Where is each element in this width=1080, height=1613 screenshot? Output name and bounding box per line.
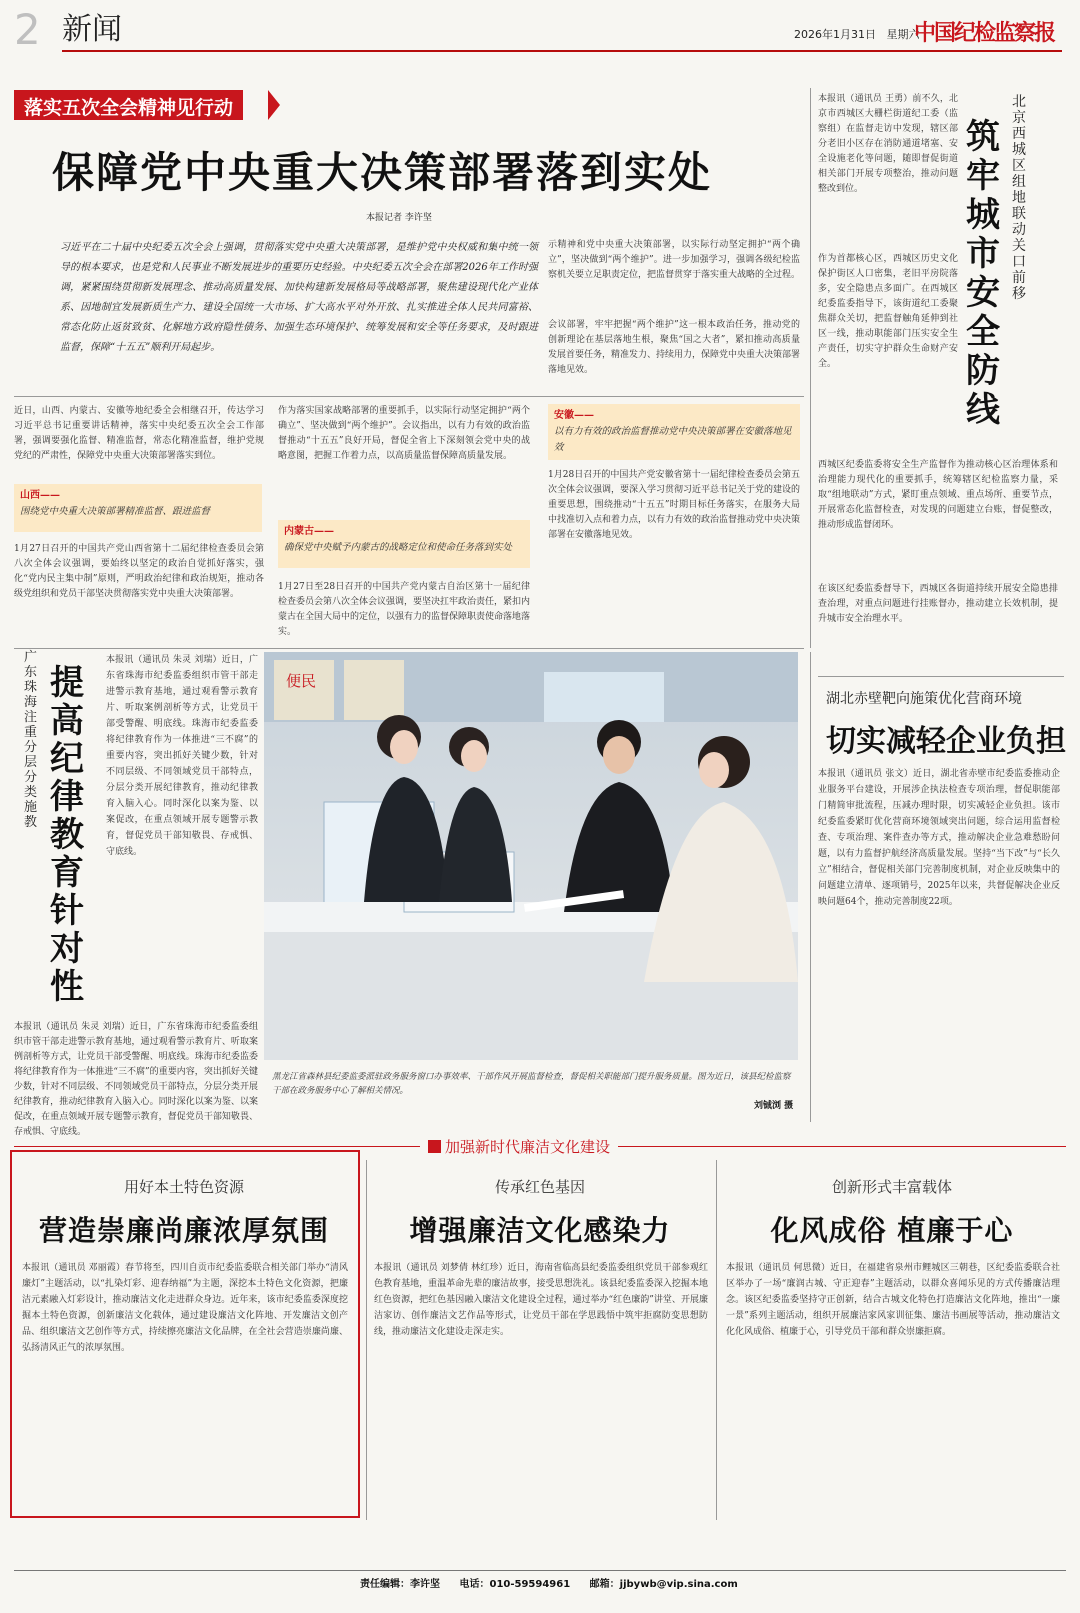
culture-story-2: [370, 1176, 710, 1249]
masthead: [14, 5, 1066, 54]
section-arrow-icon: [428, 1140, 441, 1153]
photo-credit: 刘铖浏 摄: [754, 1101, 794, 1111]
subhead-neimenggu-province: 内蒙古: [284, 526, 314, 537]
hubei-left-rule: [810, 652, 811, 1122]
culture-story-3-headline: 化风成俗 植廉于心: [770, 1214, 1014, 1247]
shanxi-body: 1月27日召开的中国共产党山西省第十二届纪律检查委员会第八次全体会议强调，要始终以坚定的政治自觉抓好落实，强化“党内民主集中制”原则，严明政治纪律和政治规矩，推动各级党组织和党员干部坚决贯彻落实党中央重大决策部署。: [14, 544, 264, 599]
footer-editor: 责任编辑：李许坚: [360, 1579, 440, 1590]
guangdong-kicker: 广东珠海注重分层分类施教: [24, 650, 38, 830]
right-story-body-1: 本报讯（通讯员 王勇）前不久，北京市西城区大栅栏街道纪工委（监察组）在监督走访中发现，辖区部分老旧小区存在消防通道堵塞、安全设施老化等问题，随即督促街道相关部门开展专项整治，推动问题整改到位。: [818, 94, 958, 194]
svg-text:便民: 便民: [286, 672, 317, 690]
culture-story-2-headline: 增强廉洁文化感染力: [409, 1214, 671, 1247]
subhead-neimenggu-text: 确保党中央赋予内蒙古的战略定位和使命任务落到实处: [284, 542, 513, 553]
anhui-body: 1月28日召开的中国共产党安徽省第十一届纪律检查委员会第五次全体会议强调，要深入学习贯彻习近平总书记关于党的建设的重要思想，围绕推动“十五五”时期目标任务落实，在服务大局中找准切入点和着力点，以有力有效的政治监督推动党中央决策部署在安徽落地见效。: [548, 470, 801, 540]
right-story-body-2: 作为首都核心区，西城区历史文化保护街区人口密集，老旧平房院落多，安全隐患点多面广。在西城区纪委监委指导下，该街道纪工委聚焦群众关切，把监督触角延伸到社区一线，推动职能部门压实安全生产责任，切实守护群众生命财产安全。: [818, 254, 958, 369]
hubei-kicker: 湖北赤壁靶向施策优化营商环境: [826, 691, 1022, 707]
subhead-neimenggu: 内蒙古—— 确保党中央赋予内蒙古的战略定位和使命任务落到实处: [278, 520, 530, 568]
guangdong-body: 本报讯（通讯员 朱灵 刘瑞）近日，广东省珠海市纪委监委组织市管干部走进警示教育基地，通过观看警示教育片、听取案例剖析等方式，让党员干部受警醒、明底线。珠海市纪委监委将纪律教育作为一体推进“三不腐”的重要内容，突出抓好关键少数，针对不同层级、不同领域党员干部特点，分层分类开展纪律教育，推动纪律教育入脑入心。同时深化以案为鉴、以案促改，在重点领域开展专题警示教育，督促党员干部知敬畏、存戒惧、守底线。: [106, 655, 258, 857]
footer-phone: 电话：010-59594961: [459, 1579, 571, 1590]
photo-caption: 黑龙江省森林县纪委监委派驻政务服务窗口办事效率、干部作风开展监督检查，督促相关职能部门提升服务质量。图为近日，该县纪检监察干部在政务服务中心了解相关情况。: [272, 1072, 791, 1096]
page-number: 2: [14, 5, 41, 54]
photo-illustration: [264, 652, 798, 1060]
hubei-headline: 切实减轻企业负担: [826, 724, 1066, 759]
footer-rule: [14, 1570, 1066, 1571]
issue-date: 2026年1月31日: [794, 28, 876, 41]
culture-story-1-headline: 营造崇廉尚廉浓厚氛围: [38, 1214, 329, 1247]
culture-story-3-kicker: 创新形式丰富载体: [831, 1178, 952, 1196]
main-body-col3b: 会议部署，牢牢把握“两个维护”这一根本政治任务，推动党的创新理论在基层落地生根，聚焦“国之大者”，紧扣推动高质量发展首要任务，精准发力、持续用力，保障党中央重大决策部署落地见效。: [548, 320, 801, 375]
right-story-headline: 筑牢城市安全防线: [966, 117, 1000, 430]
right-story-body-4: 在该区纪委监委督导下，西城区各街道持续开展安全隐患排查治理，对重点问题进行挂账督办，推动建立长效机制，提升城市安全治理水平。: [818, 584, 1058, 624]
subhead-shanxi-text: 围绕党中央重大决策部署精准监督、跟进监督: [20, 506, 211, 517]
guangdong-headline: 提高纪律教育针对性: [50, 663, 84, 1007]
right-story-body-3: 西城区纪委监委将安全生产监督作为推动核心区治理体系和治理能力现代化的重要抓手，统筹辖区纪检监察力量，采取“组地联动”方式，紧盯重点领域、重点场所、重要节点，开展常态化监督检查，对发现的问题建立台账，督促整改，推动形成监督闭环。: [818, 460, 1058, 530]
culture-section-title: [420, 1136, 618, 1157]
subhead-shanxi: 山西—— 围绕党中央重大决策部署精准监督、跟进监督: [14, 484, 262, 532]
culture-story-3: [722, 1176, 1062, 1249]
main-headline: 保障党中央重大决策部署落到实处: [52, 148, 713, 197]
culture-story-1-body: 本报讯（通讯员 邓丽霞）春节将至，四川自贡市纪委监委联合相关部门举办“清风廉灯”主题活动，以“扎染灯彩、迎春纳福”为主题，深挖本土特色文化资源，把廉洁元素融入灯彩设计，推动廉洁文化走进群众身边。近年来，该市纪委监委深度挖掘本土特色资源，创新廉洁文化载体，通过建设廉洁文化阵地、开发廉洁文创产品、组织廉洁文艺创作等方式，持续擦亮廉洁文化品牌，在全社会营造崇廉尚廉、弘扬清风正气的浓厚氛围。: [22, 1263, 348, 1353]
neimenggu-body: 1月27日至28日召开的中国共产党内蒙古自治区第十一届纪律检查委员会第八次全体会议强调，要坚决扛牢政治责任，紧扣内蒙古在全国大局中的定位，以强有力的监督保障职责使命落地落实。: [278, 582, 531, 637]
subhead-anhui-text: 以有力有效的政治监督推动党中央决策部署在安徽落地见效: [554, 426, 792, 453]
hubei-top-rule: [818, 676, 1064, 677]
culture-story-3-body: 本报讯（通讯员 何思微）近日，在福建省泉州市鲤城区三朝巷，区纪委监委联合社区举办了一场“廉润古城、守正迎春”主题活动，以群众喜闻乐见的方式传播廉洁理念。该区纪委监委坚持守正创新，结合古城文化特色打造廉洁文化阵地，推出“一廉一景”系列主题活动，组织开展廉洁家风家训征集、廉洁书画展等活动，推动廉洁文化化风成俗、植廉于心，引导党员干部和群众崇廉拒腐。: [726, 1263, 1060, 1337]
culture-story-2-kicker: 传承红色基因: [494, 1178, 585, 1196]
main-kicker: 落实五次全会精神见行动: [14, 90, 243, 120]
main-body-col1: 近日，山西、内蒙古、安徽等地纪委全会相继召开，传达学习习近平总书记重要讲话精神，落实中央纪委五次全会工作部署，强调要强化监督、精准监督，常态化精准监督，维护党规党纪的严肃性，保障党中央重大决策部署落实到位。: [14, 406, 264, 461]
masthead-rule: [62, 50, 1062, 52]
main-byline: 本报记者 李许坚: [366, 213, 432, 223]
date-line: [794, 26, 920, 42]
subhead-anhui: 安徽—— 以有力有效的政治监督推动党中央决策部署在安徽落地见效: [548, 404, 800, 460]
subhead-anhui-province: 安徽: [554, 410, 574, 421]
culture-rule-2: [716, 1160, 717, 1520]
guangdong-body-cont: 本报讯（通讯员 朱灵 刘瑞）近日，广东省珠海市纪委监委组织市管干部走进警示教育基地，通过观看警示教育片、听取案例剖析等方式，让党员干部受警醒、明底线。珠海市纪委监委将纪律教育作为一体推进“三不腐”的重要内容，突出抓好关键少数，针对不同层级、不同领域党员干部特点，分层分类开展纪律教育，推动纪律教育入脑入心。同时深化以案为鉴、以案促改，在重点领域开展专题警示教育，督促党员干部知敬畏、存戒惧、守底线。: [14, 1022, 258, 1137]
hubei-body: 本报讯（通讯员 张文）近日，湖北省赤壁市纪委监委推动企业服务平台建设，开展涉企执法检查专项治理，督促职能部门精简审批流程，压减办理时限，切实减轻企业负担。该市纪委监委紧盯优化营商环境领域突出问题，综合运用监督检查、专项治理、案件查办等方式，推动解决企业急难愁盼问题，以有力监督护航经济高质量发展。坚持“当下改”与“长久立”相结合，督促相关部门完善制度机制，对企业反映集中的问题建立清单、逐项销号，2025年以来，共督促解决企业反映问题64个，推动完善制度22项。: [818, 769, 1060, 907]
right-story-kicker: 北京西城区组地联动关口前移: [1012, 94, 1026, 302]
main-lead: 习近平在二十届中央纪委五次全会上强调，贯彻落实党中央重大决策部署，是维护党中央权威和集中统一领导的根本要求，也是党和人民事业不断发展进步的重要历史经验。中央纪委五次全会在部署2026年工作时强调，紧紧围绕贯彻新发展理念、推动高质量发展、加快构建新发展格局等战略部署，聚焦建设现代化产业体系、因地制宜发展新质生产力、建设全国统一大市场、扩大高水平对外开放、扎实推进全体人民共同富裕、常态化防止返贫致贫、化解地方政府隐性债务、加强生态环境保护、统筹发展和安全等任务要求，及时跟进监督，保障“十五五”顺利开局起步。: [60, 242, 538, 353]
culture-story-1: [14, 1176, 354, 1249]
culture-story-2-body: 本报讯（通讯员 刘梦倩 林红珍）近日，海南省临高县纪委监委组织党员干部参观红色教育基地，重温革命先辈的廉洁故事，接受思想洗礼。该县纪委监委深入挖掘本地红色资源，把红色基因融入廉洁文化建设全过程，通过举办“红色廉韵”讲堂、开展廉洁家访、创作廉洁文艺作品等形式，让党员干部在学思践悟中筑牢拒腐防变思想防线，推动廉洁文化建设走深走实。: [374, 1263, 708, 1337]
right-column-rule: [810, 88, 811, 648]
culture-section-label: 加强新时代廉洁文化建设: [445, 1138, 611, 1156]
footer-email: 邮箱：jjbywb@vip.sina.com: [589, 1579, 738, 1590]
subhead-shanxi-province: 山西: [20, 490, 40, 501]
main-body-col2: 作为落实国家战略部署的重要抓手，以实际行动坚定拥护“两个确立”、坚决做到“两个维护”。会议指出，以有力有效的政治监督推动“十五五”良好开局，督促全省上下深刻领会党中央的战略意图，把握工作着力点，以高质量监督保障高质量发展。: [278, 406, 530, 461]
culture-story-1-kicker: 用好本土特色资源: [123, 1178, 244, 1196]
kicker-arrow: [268, 90, 280, 120]
footer: [360, 1575, 754, 1590]
main-story-bottom-rule: [14, 648, 804, 649]
news-photo: [264, 652, 798, 1060]
paper-logo: 中国纪检监察报: [914, 20, 1055, 46]
lead-divider: [14, 396, 804, 397]
culture-rule-1: [366, 1160, 367, 1520]
issue-weekday: 星期六: [886, 28, 920, 41]
main-body-col3: 示精神和党中央重大决策部署，以实际行动坚定拥护“两个确立”，坚决做到“两个维护”。进一步加强学习，强调各级纪检监察机关要立足职责定位，把监督贯穿于落实重大战略的全过程。: [548, 240, 801, 280]
section-name: 新闻: [62, 12, 122, 47]
